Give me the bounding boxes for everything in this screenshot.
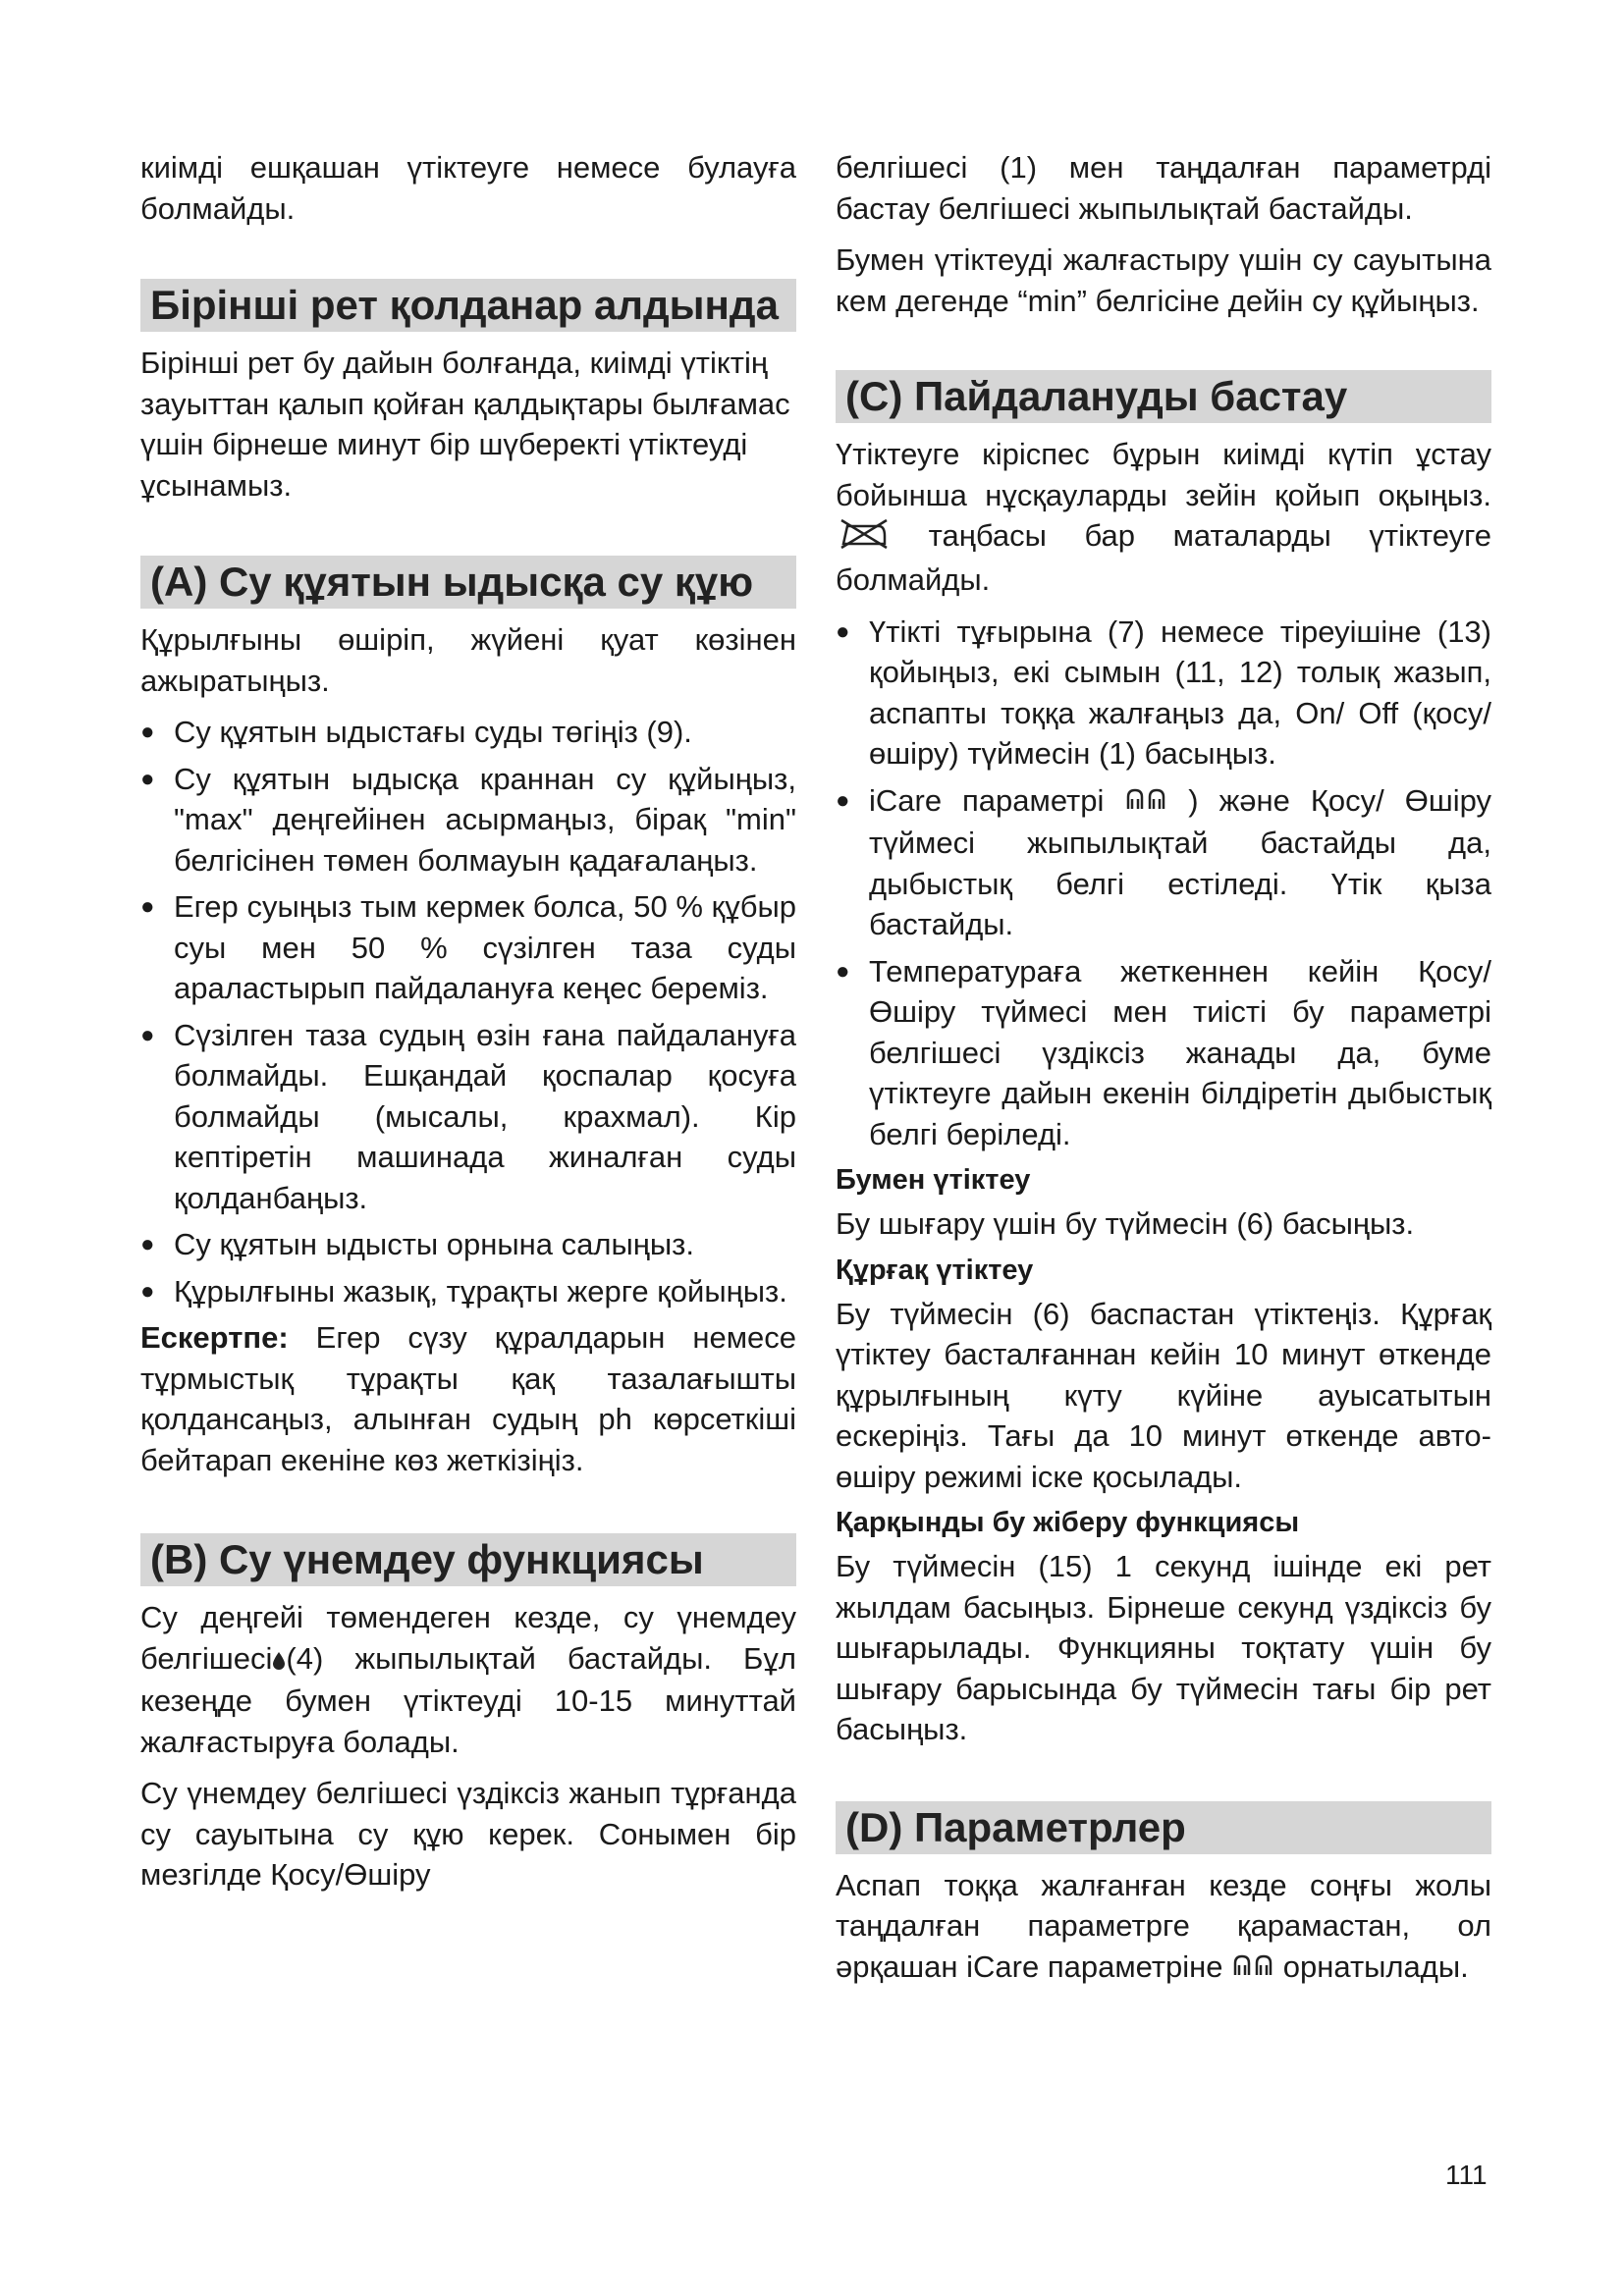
list-item-part1: iCare параметрі — [869, 782, 1105, 818]
steam-ironing-text: Бу шығару үшін бу түймесін (6) басыңыз. — [836, 1206, 1415, 1242]
no-iron-icon — [836, 516, 891, 561]
section-d-text-part1: Аспап тоққа жалғанған кезде соңғы жолы таңдалған параметрге қарамастан, ол әрқашан iCare параметріне — [836, 1867, 1491, 1984]
list-item: ● Сүзілген таза судың өзін ғана пайдалануға болмайды. Ешқандай қоспалар қосуға болмайды (мысалы, крахмал). Кір кептіретін машинада жиналған суды қолданбаңыз. — [140, 1015, 796, 1219]
list-item: ● Температураға жеткеннен кейін Қосу/ Өшіру түймесі мен тиісті бу параметрі белгішесі үздіксіз жанады да, буме үтіктеуге дайын екенін білдіретін дыбыстық белгі беріледі. — [836, 951, 1491, 1155]
icare-icon — [1231, 1949, 1274, 1990]
subheading-burst-steam: Қарқынды бу жіберу функциясы — [836, 1507, 1300, 1539]
section-a-list — [140, 712, 796, 1311]
list-item: ● Су құятын ыдысты орнына салыңыз. — [140, 1224, 796, 1265]
heading-section-a: (A) Су құятын ыдысқа су құю — [140, 556, 796, 609]
heading-section-d: (D) Параметрлер — [836, 1801, 1491, 1854]
heading-section-b: (B) Су үнемдеу функциясы — [140, 1533, 796, 1586]
section-b-text1 — [140, 1597, 796, 1762]
water-drop-icon — [272, 1640, 286, 1682]
subheading-steam-ironing: Бумен үтіктеу — [836, 1164, 1031, 1197]
note-text: Егер сүзу құралдарын немесе тұрмыстық тұрақты қақ тазалағышты қолдансаңыз, алынған судың ph көрсеткіші бейтарап екеніне көз жеткізіңіз. — [140, 1320, 796, 1477]
section-b-text1-part1: Су деңгейі төмендеген кезде, су үнемдеу белгішесі — [140, 1600, 796, 1676]
section-a-text: Құрылғыны өшіріп, жүйені қуат көзінен ажыратыңыз. — [140, 622, 796, 698]
left-column — [140, 147, 796, 1896]
list-item: ● Су құятын ыдыстағы суды төгіңіз (9). — [140, 712, 796, 753]
list-item: ● Егер суыңыз тым кермек болса, 50 % құбыр суы мен 50 % сүзілген таза суды араластырып пайдалануға кеңес береміз. — [140, 886, 796, 1009]
first-use-text: Бірінші рет бу дайын болғанда, киімді үтіктің зауыттан қалып қойған қалдықтары былғамас үшін бірнеше минут бір шүберекті үтіктеуді ұсынамыз. — [140, 346, 790, 503]
section-b-text2: Су үнемдеу белгішесі үздіксіз жанып тұрғанда су сауытына су құю керек. Сонымен бір мезгілде Қосу/Өшіру — [140, 1776, 796, 1893]
subheading-dry-ironing: Құрғақ үтіктеу — [836, 1254, 1034, 1286]
section-c-text-part2: таңбасы бар маталарды үтіктеуге болмайды. — [836, 518, 1491, 598]
list-item-part2: ) және Қосу/ Өшіру түймесі жыпылықтай бастайды да, дыбыстық белгі естіледі. Үтік қыза бастайды. — [869, 782, 1491, 942]
list-item: ● Үтікті тұғырына (7) немесе тіреуішіне (13) қойыңыз, екі сымын (11, 12) толық жазып, аспапты тоққа жалғаңыз да, On/ Off (қосу/өшіру) түймесін (1) басыңыз. — [836, 612, 1491, 774]
section-c-text — [836, 434, 1491, 601]
section-c-list — [836, 612, 1491, 1155]
icare-icon — [1124, 782, 1167, 824]
heading-section-c: (C) Пайдалануды бастау — [836, 370, 1491, 423]
intro-text: киімді ешқашан үтіктеуге немесе булауға болмайды. — [140, 150, 796, 226]
section-d-text-part2: орнатылады. — [1282, 1949, 1469, 1984]
dry-ironing-text: Бу түймесін (6) баспастан үтіктеңіз. Құрғақ үтіктеу басталғаннан кейін 10 минут өткенде құрылғының күту күйіне ауысатытын ескеріңіз. Тағы да 10 минут өткенде авто-өшіру режимі іске қосылады. — [836, 1296, 1491, 1494]
section-d-text — [836, 1865, 1491, 1990]
right-column — [836, 147, 1491, 1989]
page-number: 111 — [1445, 2160, 1488, 2190]
heading-first-use: Бірінші рет қолданар алдында — [140, 279, 796, 332]
note-label: Ескертпе: — [140, 1320, 289, 1355]
continued-text-2: Бумен үтіктеуді жалғастыру үшін су сауытына кем дегенде “min” белгісіне дейін су құйыңыз. — [836, 242, 1491, 318]
list-item — [836, 780, 1491, 945]
burst-steam-text: Бу түймесін (15) 1 секунд ішінде екі рет жылдам басыңыз. Бірнеше секунд үздіксіз бу шығарылады. Функцияны тоқтату үшін бу шығару барысында бу түймесін тағы бір рет басыңыз. — [836, 1549, 1491, 1747]
list-item: ● Құрылғыны жазық, тұрақты жерге қойыңыз. — [140, 1271, 796, 1312]
list-item: ● Су құятын ыдысқа краннан су құйыңыз, "max" деңгейінен асырмаңыз, бірақ "min" белгісінен төмен болмауын қадағалаңыз. — [140, 759, 796, 881]
note-paragraph — [140, 1317, 796, 1480]
continued-text: белгішесі (1) мен таңдалған параметрді бастау белгішесі жыпылықтай бастайды. — [836, 150, 1491, 226]
section-b-text1-part2: (4) жыпылықтай бастайды. Бұл кезеңде бумен үтіктеуді 10-15 минуттай жалғастыруға болады. — [140, 1640, 796, 1759]
section-c-text-part1: Үтіктеуге кіріспес бұрын киімді күтіп ұстау бойынша нұсқауларды зейін қойып оқыңыз. — [836, 437, 1491, 512]
